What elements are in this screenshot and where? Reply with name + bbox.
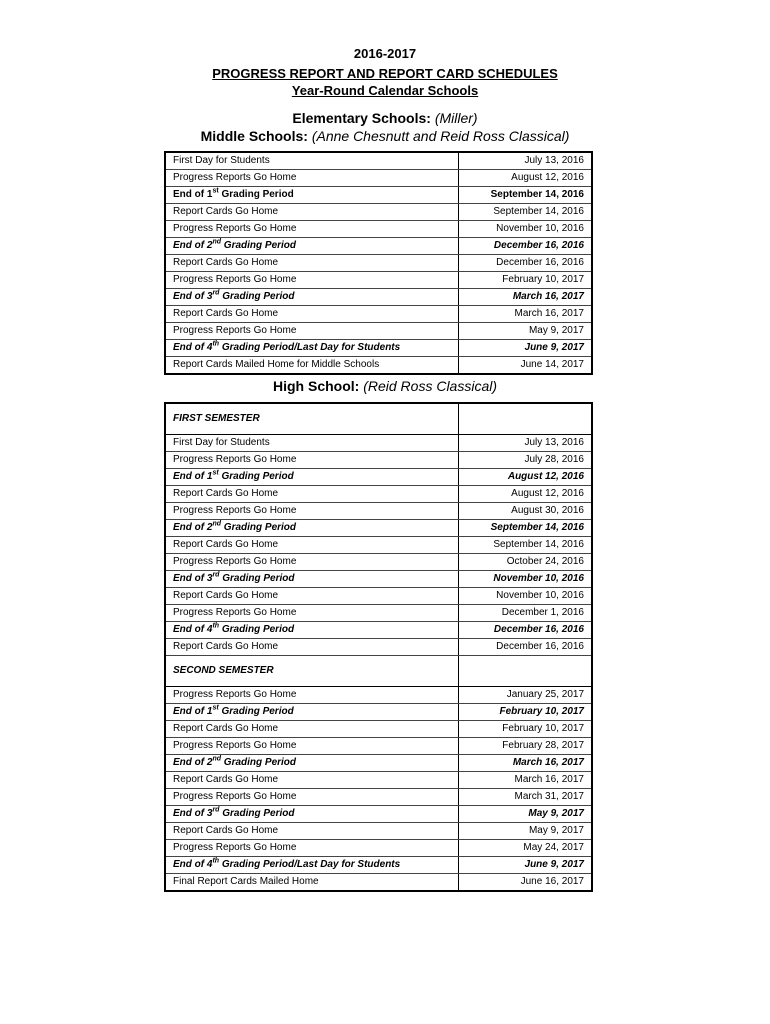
event-cell <box>165 340 459 357</box>
event-text: First Day for Students <box>173 155 270 166</box>
ordinal-suffix: th <box>212 857 220 865</box>
date-cell: August 12, 2016 <box>459 170 593 187</box>
event-text: Progress Reports Go Home <box>173 842 297 853</box>
date-cell: December 1, 2016 <box>459 605 593 622</box>
table-row <box>165 704 592 721</box>
date-cell: March 16, 2017 <box>459 289 593 306</box>
table-row <box>165 435 592 452</box>
event-text: Progress Reports Go Home <box>173 689 297 700</box>
event-text: End of 3 <box>173 573 213 584</box>
event-cell <box>165 323 459 340</box>
table-row <box>165 357 592 375</box>
table-row <box>165 639 592 656</box>
event-text-rest: Grading Period <box>218 471 294 482</box>
event-text-rest: Grading Period/Last Day for Students <box>219 342 401 353</box>
date-cell: July 13, 2016 <box>459 152 593 170</box>
event-text: Progress Reports Go Home <box>173 607 297 618</box>
table-row <box>165 289 592 306</box>
event-text: Progress Reports Go Home <box>173 223 297 234</box>
date-cell: September 14, 2016 <box>459 537 593 554</box>
document-year: 2016-2017 <box>353 46 417 61</box>
date-cell: May 9, 2017 <box>459 823 593 840</box>
date-cell: August 30, 2016 <box>459 503 593 520</box>
date-cell: August 12, 2016 <box>459 469 593 486</box>
event-text-rest: Grading Period <box>218 706 294 717</box>
event-cell <box>165 554 459 571</box>
event-cell <box>165 874 459 892</box>
event-text: End of 1 <box>173 189 213 200</box>
event-text: Report Cards Go Home <box>173 825 279 836</box>
table-row <box>165 187 592 204</box>
event-cell <box>165 789 459 806</box>
semester-label: SECOND SEMESTER <box>165 656 459 687</box>
event-text-rest: Grading Period <box>219 573 295 584</box>
event-text: Progress Reports Go Home <box>173 505 297 516</box>
date-cell: June 9, 2017 <box>459 857 593 874</box>
date-cell: November 10, 2016 <box>459 221 593 238</box>
event-cell <box>165 806 459 823</box>
table-row <box>165 255 592 272</box>
event-cell <box>165 605 459 622</box>
table-row <box>165 323 592 340</box>
event-text-rest: Grading Period <box>221 240 297 251</box>
ordinal-suffix: rd <box>212 806 220 814</box>
middle-schools-heading <box>0 128 770 144</box>
event-cell <box>165 486 459 503</box>
date-cell: October 24, 2016 <box>459 554 593 571</box>
elementary-schools-heading <box>0 110 770 126</box>
event-text: Final Report Cards Mailed Home <box>173 876 319 887</box>
date-cell: March 16, 2017 <box>459 755 593 772</box>
event-text: Report Cards Go Home <box>173 641 279 652</box>
event-text: End of 3 <box>173 808 213 819</box>
date-cell: June 16, 2017 <box>459 874 593 892</box>
table-row <box>165 755 592 772</box>
event-cell <box>165 204 459 221</box>
event-text: First Day for Students <box>173 437 270 448</box>
middle-school-list: (Anne Chesnutt and Reid Ross Classical) <box>311 128 570 144</box>
ordinal-suffix: nd <box>212 238 222 246</box>
document-subtitle: Year-Round Calendar Schools <box>291 83 479 98</box>
table-row <box>165 721 592 738</box>
event-text: Progress Reports Go Home <box>173 556 297 567</box>
event-cell <box>165 639 459 656</box>
table-row <box>165 874 592 892</box>
date-cell: November 10, 2016 <box>459 571 593 588</box>
table-row <box>165 452 592 469</box>
event-cell <box>165 503 459 520</box>
date-cell: December 16, 2016 <box>459 255 593 272</box>
date-cell: February 10, 2017 <box>459 272 593 289</box>
high-school-list: (Reid Ross Classical) <box>363 378 498 394</box>
date-cell: May 9, 2017 <box>459 323 593 340</box>
date-cell: September 14, 2016 <box>459 520 593 537</box>
table-row <box>165 486 592 503</box>
date-cell: March 31, 2017 <box>459 789 593 806</box>
event-cell <box>165 255 459 272</box>
ordinal-suffix: rd <box>212 289 220 297</box>
event-cell <box>165 721 459 738</box>
event-text: Report Cards Go Home <box>173 723 279 734</box>
table-row <box>165 272 592 289</box>
semester-date-cell <box>459 403 593 435</box>
table-row <box>165 622 592 639</box>
table-row <box>165 571 592 588</box>
event-text-rest: Grading Period <box>221 757 297 768</box>
table-row <box>165 605 592 622</box>
table-row <box>165 204 592 221</box>
date-cell: May 9, 2017 <box>459 806 593 823</box>
event-text: End of 2 <box>173 240 213 251</box>
table-row <box>165 772 592 789</box>
date-cell: June 9, 2017 <box>459 340 593 357</box>
event-cell <box>165 588 459 605</box>
event-cell <box>165 152 459 170</box>
event-cell <box>165 840 459 857</box>
event-text-rest: Grading Period <box>218 189 294 200</box>
high-school-label: High School: <box>272 378 360 394</box>
event-cell <box>165 823 459 840</box>
event-text: Progress Reports Go Home <box>173 172 297 183</box>
event-cell <box>165 537 459 554</box>
event-cell <box>165 704 459 721</box>
event-text: Progress Reports Go Home <box>173 325 297 336</box>
event-text-rest: Grading Period <box>219 808 295 819</box>
table-row <box>165 687 592 704</box>
event-cell <box>165 622 459 639</box>
date-cell: March 16, 2017 <box>459 772 593 789</box>
first-semester-header <box>165 403 592 435</box>
event-cell <box>165 755 459 772</box>
middle-label: Middle Schools: <box>200 128 308 144</box>
table-row <box>165 823 592 840</box>
event-text: End of 4 <box>173 624 213 635</box>
document-title: PROGRESS REPORT AND REPORT CARD SCHEDULES <box>212 66 558 81</box>
event-text: Progress Reports Go Home <box>173 274 297 285</box>
date-cell: August 12, 2016 <box>459 486 593 503</box>
date-cell: February 28, 2017 <box>459 738 593 755</box>
date-cell: March 16, 2017 <box>459 306 593 323</box>
table-row <box>165 738 592 755</box>
high-school-heading <box>0 378 770 394</box>
table-row <box>165 537 592 554</box>
event-text: Report Cards Go Home <box>173 774 279 785</box>
table-row <box>165 857 592 874</box>
date-cell: December 16, 2016 <box>459 639 593 656</box>
event-cell <box>165 238 459 255</box>
date-cell: December 16, 2016 <box>459 622 593 639</box>
date-cell: May 24, 2017 <box>459 840 593 857</box>
event-text: End of 3 <box>173 291 213 302</box>
ordinal-suffix: nd <box>212 520 222 528</box>
table-row <box>165 238 592 255</box>
ordinal-suffix: st <box>212 469 219 477</box>
event-cell <box>165 772 459 789</box>
event-text: Report Cards Go Home <box>173 539 279 550</box>
event-cell <box>165 687 459 704</box>
table-row <box>165 340 592 357</box>
table-row <box>165 306 592 323</box>
event-cell <box>165 452 459 469</box>
event-text: Progress Reports Go Home <box>173 454 297 465</box>
date-cell: July 13, 2016 <box>459 435 593 452</box>
event-cell <box>165 435 459 452</box>
date-cell: January 25, 2017 <box>459 687 593 704</box>
table-row <box>165 806 592 823</box>
event-text: End of 4 <box>173 342 213 353</box>
table-row <box>165 152 592 170</box>
event-text: Report Cards Go Home <box>173 257 279 268</box>
event-cell <box>165 857 459 874</box>
ordinal-suffix: th <box>212 340 220 348</box>
table-row <box>165 840 592 857</box>
event-text: Report Cards Go Home <box>173 488 279 499</box>
event-cell <box>165 272 459 289</box>
ordinal-suffix: st <box>212 187 219 195</box>
date-cell: February 10, 2017 <box>459 704 593 721</box>
event-cell <box>165 520 459 537</box>
event-text: Progress Reports Go Home <box>173 791 297 802</box>
table-row <box>165 554 592 571</box>
event-text: End of 2 <box>173 757 213 768</box>
event-cell <box>165 306 459 323</box>
table-row <box>165 588 592 605</box>
event-text: End of 4 <box>173 859 213 870</box>
event-cell <box>165 187 459 204</box>
event-text: End of 1 <box>173 706 213 717</box>
semester-label: FIRST SEMESTER <box>165 403 459 435</box>
event-text: Report Cards Mailed Home for Middle Schools <box>173 359 380 370</box>
event-text: Report Cards Go Home <box>173 590 279 601</box>
date-cell: June 14, 2017 <box>459 357 593 375</box>
table-row <box>165 520 592 537</box>
date-cell: September 14, 2016 <box>459 187 593 204</box>
semester-date-cell <box>459 656 593 687</box>
event-cell <box>165 469 459 486</box>
date-cell: September 14, 2016 <box>459 204 593 221</box>
event-text-rest: Grading Period <box>221 522 297 533</box>
event-cell <box>165 170 459 187</box>
event-cell <box>165 221 459 238</box>
high-school-schedule-table <box>164 402 593 892</box>
event-cell <box>165 357 459 375</box>
table-row <box>165 789 592 806</box>
ordinal-suffix: th <box>212 622 220 630</box>
event-text: Report Cards Go Home <box>173 308 279 319</box>
table-row <box>165 469 592 486</box>
ordinal-suffix: rd <box>212 571 220 579</box>
elementary-label: Elementary Schools: <box>292 110 431 126</box>
date-cell: November 10, 2016 <box>459 588 593 605</box>
event-text: Progress Reports Go Home <box>173 740 297 751</box>
event-cell <box>165 289 459 306</box>
event-text-rest: Grading Period/Last Day for Students <box>219 859 401 870</box>
elementary-middle-schedule-table <box>164 151 593 375</box>
date-cell: July 28, 2016 <box>459 452 593 469</box>
event-text: Report Cards Go Home <box>173 206 279 217</box>
second-semester-header <box>165 656 592 687</box>
table-row <box>165 221 592 238</box>
ordinal-suffix: st <box>212 704 219 712</box>
event-cell <box>165 571 459 588</box>
event-text-rest: Grading Period <box>219 624 295 635</box>
event-text: End of 2 <box>173 522 213 533</box>
table-row <box>165 170 592 187</box>
ordinal-suffix: nd <box>212 755 222 763</box>
event-cell <box>165 738 459 755</box>
table-row <box>165 503 592 520</box>
event-text: End of 1 <box>173 471 213 482</box>
date-cell: February 10, 2017 <box>459 721 593 738</box>
date-cell: December 16, 2016 <box>459 238 593 255</box>
event-text-rest: Grading Period <box>219 291 295 302</box>
elementary-school-list: (Miller) <box>434 110 478 126</box>
